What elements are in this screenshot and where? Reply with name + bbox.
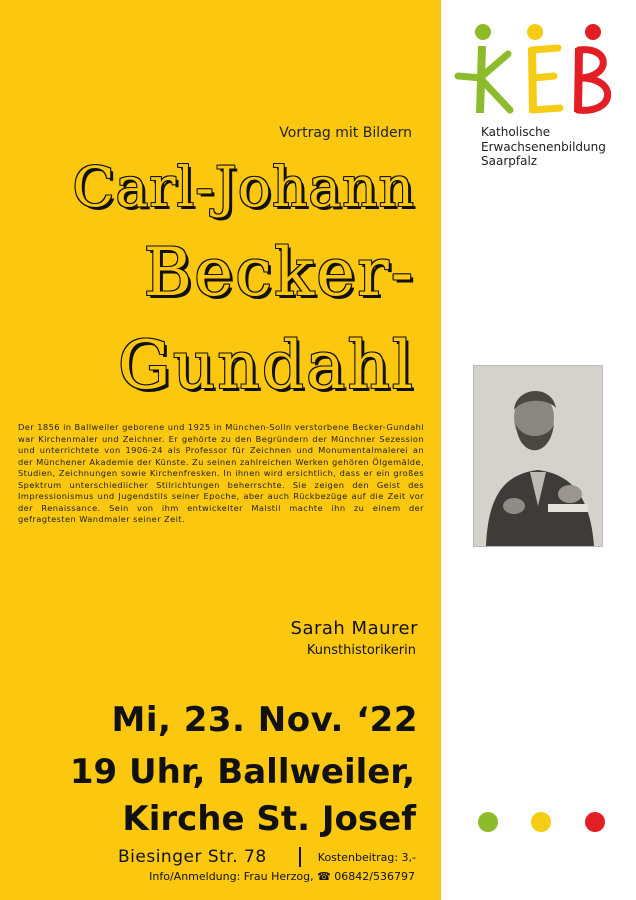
event-fee: Kostenbeitrag: 3,-: [317, 851, 416, 864]
green-dot: [478, 812, 498, 832]
separator: [299, 847, 301, 867]
event-date: Mi, 23. Nov. ‘22: [111, 700, 418, 740]
portrait-photo: [474, 366, 602, 546]
org-line-1: Katholische: [481, 125, 551, 139]
org-line-2: Erwachsenenbildung: [481, 139, 606, 154]
speaker-name: Sarah Maurer: [290, 618, 418, 639]
title-line-3: Gundahl: [118, 327, 415, 404]
org-line-3: Saarpfalz: [481, 154, 538, 168]
red-dot: [585, 812, 605, 832]
event-venue: Kirche St. Josef: [122, 799, 416, 839]
yellow-dot: [531, 812, 551, 832]
title-line-2: Becker-: [143, 234, 415, 311]
title-line-1: Carl-Johann: [72, 155, 415, 219]
organization-name: [481, 125, 606, 169]
speaker-role: Kunsthistorikerin: [306, 643, 416, 658]
event-address: Biesinger Str. 78: [118, 847, 267, 867]
event-time-place: 19 Uhr, Ballweiler,: [69, 752, 415, 792]
description: Der 1856 in Ballweiler geborene und 1925 in München-Solln verstorbene Becker-Gundahl war Kirchenmaler und Zeichner. Er gehörte zu den Begründern der Münchner Sezession und unterrichtete von 1906-24 als Professor für Zeichnen und Monumentalmalerei an der Münchener Akademie der Künste. Zu seinen zahlreichen Werken gehören Ölgemälde, Studien, Zeichnungen sowie Kirchenfresken. In ihnen wird ersichtlich, dass er ein großes Spektrum unterschiedlicher Stilrichtungen beherrschte. Sie zeigen den Geist des Impressionismus und Jugendstils seiner Epoche, aber auch Rückbezüge auf die Zeit vor der Renaissance. Sein von ihm entwickelter Malstil machte ihn zu einem der gefragtesten Wandmaler seiner Zeit.: [18, 422, 424, 524]
subtitle: Vortrag mit Bildern: [279, 125, 412, 141]
keb-logo: [450, 18, 620, 128]
event-info: Info/Anmeldung: Frau Herzog, ☎ 06842/536797: [149, 870, 415, 883]
